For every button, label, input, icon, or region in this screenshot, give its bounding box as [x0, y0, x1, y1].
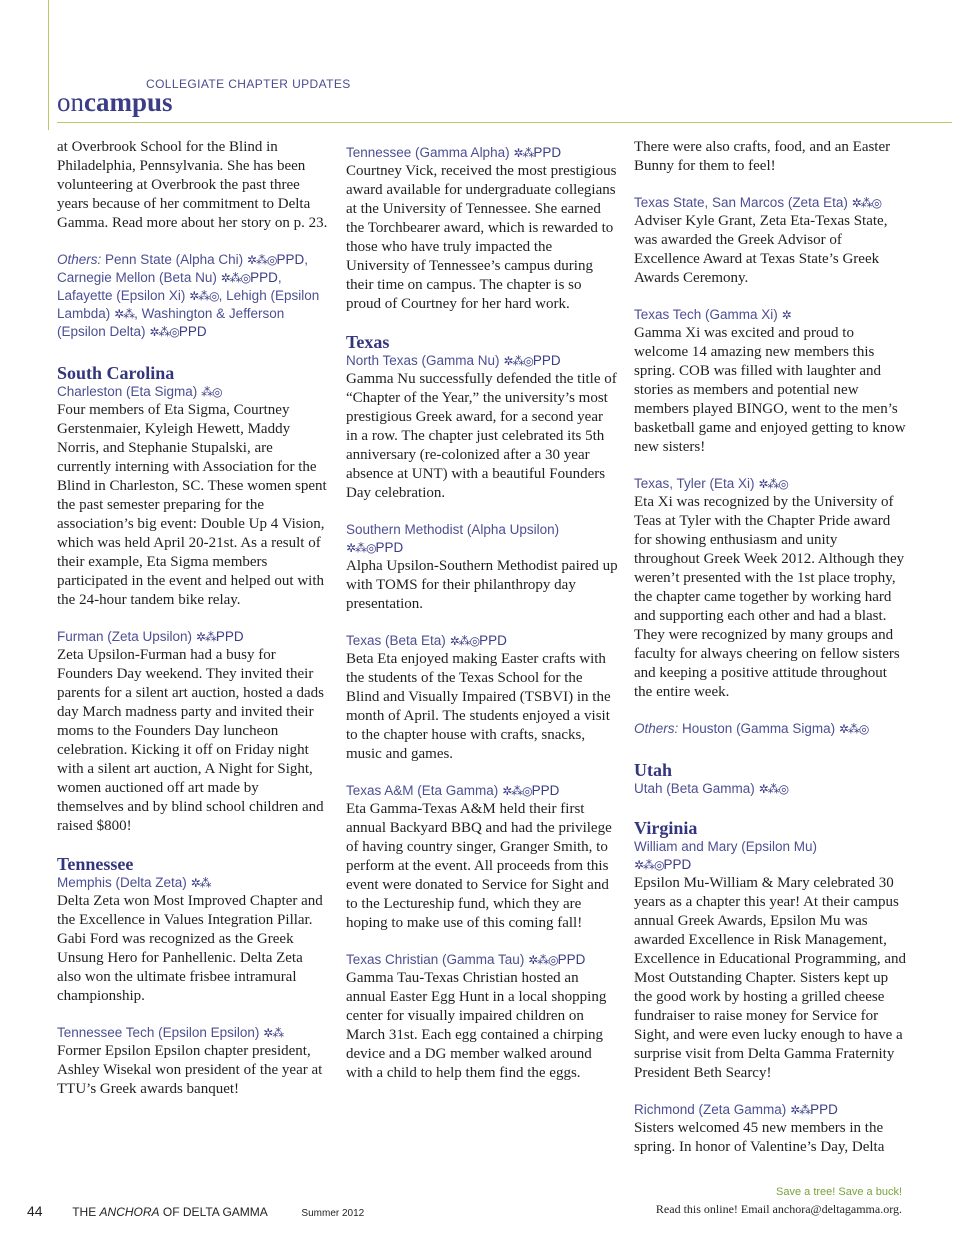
star-icon: ✲⁂: [851, 196, 872, 210]
footer-tagline: Save a tree! Save a buck!: [776, 1186, 902, 1198]
eye-icon: ◎: [548, 953, 558, 967]
star-icon: ✲⁂: [838, 722, 859, 736]
article-text: Delta Zeta won Most Improved Chapter and the Excellence in Values Integration Pillar. Gabi Ford was recognized as the Greek Unsung Hero for Panhellenic. Delta Zeta also won the ultimate frisbee intramural championship.: [57, 893, 323, 1004]
eye-icon: ◎: [523, 354, 533, 368]
chapter-name: Memphis (Delta Zeta) ✲⁂: [57, 875, 211, 890]
footer-email-line[interactable]: Read this online! Email anchora@deltagamma.org.: [655, 1202, 902, 1216]
article-text: Courtney Vick, received the most prestigious award available for undergraduate collegians at the University of Tennessee. She earned the Torchbearer award, which is rewarded to those who have truly impacted the University of Tennessee’s campus during their time on campus. The chapter is so proud of Courtney for her hard work.: [346, 163, 617, 312]
ppd-badge: PPD: [531, 783, 560, 798]
ppd-badge: PPD: [250, 270, 278, 285]
article-text: Former Epsilon Epsilon chapter president, Ashley Wisekal won president of the year at TTU’s Greek awards banquet!: [57, 1043, 323, 1097]
chapter-name: Furman (Zeta Upsilon) ✲⁂PPD: [57, 629, 244, 644]
ppd-badge: PPD: [479, 633, 507, 648]
eye-icon: ◎: [522, 784, 532, 798]
eye-icon: ◎: [209, 289, 219, 303]
article-text: Sisters welcomed 45 new members in the spring. In honor of Valentine’s Day, Delta: [634, 1120, 885, 1155]
footer-left: [27, 1203, 364, 1219]
star-icon: ✲⁂: [190, 876, 211, 890]
ppd-badge: PPD: [375, 540, 404, 555]
article-text: Gamma Xi was excited and proud to welcome 14 amazing new members this spring. COB was filled with laughter and stories as members and potential new members played BINGO, went to the men’s basketball game and enjoyed getting to know new sisters!: [634, 325, 906, 455]
chapter-name: North Texas (Gamma Nu) ✲⁂◎PPD: [346, 353, 561, 368]
ppd-badge: PPD: [557, 952, 586, 967]
eye-icon: ◎: [871, 196, 882, 210]
chapter-name: Texas State, San Marcos (Zeta Eta) ✲⁂◎: [634, 195, 882, 210]
star-icon: ✲⁂: [220, 271, 241, 285]
star-icon: ✲⁂: [149, 325, 170, 339]
page-title: oncampus: [57, 87, 173, 117]
state-heading: Virginia: [634, 818, 698, 838]
ppd-badge: PPD: [533, 145, 562, 160]
chapter-name: Southern Methodist (Alpha Upsilon) ✲⁂◎PPD: [346, 522, 560, 555]
eye-icon: ◎: [778, 782, 789, 796]
article-text: Eta Xi was recognized by the University of Teas at Tyler with the Chapter Pride award for showing enthusiasm and unity throughout Greek Week 2012. Although they weren’t presented with the 1st place trophy, the chapter came together by working hard and supporting each other and had a blast. They were recognized by many groups and faculty for always cheering on fellow sisters and keeping a positive attitude throughout the entire week.: [634, 494, 905, 700]
chapter-name: Tennessee (Gamma Alpha) ✲⁂PPD: [346, 145, 562, 160]
star-icon: ✲⁂: [189, 289, 210, 303]
header-rule: [57, 122, 952, 123]
eye-icon: ◎: [240, 271, 251, 285]
star-icon: ✲⁂: [263, 1026, 284, 1040]
article-text: Eta Gamma-Texas A&M held their first annual Backyard BBQ and had the privilege of having country singer, Granger Smith, to perform at the event. All proceeds from this event were donated to Service for Sight and to the Lectureship fund, which they are hoping to make use of this coming fall!: [346, 801, 612, 931]
star-icon: ✲⁂: [449, 634, 470, 648]
eye-icon: ◎: [212, 385, 222, 399]
chapter-name: Texas Tech (Gamma Xi) ✲: [634, 307, 791, 322]
state-heading: Tennessee: [57, 854, 134, 874]
eye-icon: ◎: [469, 634, 480, 648]
chapter-name: Utah (Beta Gamma) ✲⁂◎: [634, 781, 789, 796]
ppd-badge: PPD: [178, 324, 207, 339]
chapter-name: Richmond (Zeta Gamma) ✲⁂PPD: [634, 1102, 838, 1117]
article-text: Beta Eta enjoyed making Easter crafts with the students of the Texas School for the Blind and Visually Impaired (TSBVI) in the month of April. The students enjoyed a visit to the chapter house with crafts, snacks, music and games.: [346, 651, 611, 762]
eye-icon: ◎: [654, 858, 664, 872]
star-icon: ✲⁂: [503, 354, 524, 368]
magazine-name: THE ANCHORA OF DELTA GAMMA: [72, 1205, 268, 1219]
chapter-name: Tennessee Tech (Epsilon Epsilon) ✲⁂: [57, 1025, 284, 1040]
star-icon: ✲⁂: [346, 541, 367, 555]
star-icon: ⁂: [201, 385, 213, 399]
ppd-badge: PPD: [663, 857, 692, 872]
star-icon: ✲⁂: [790, 1103, 811, 1117]
star-icon: ✲⁂: [246, 253, 267, 267]
issue-season: Summer 2012: [301, 1208, 365, 1219]
article-text: at Overbrook School for the Blind in Philadelphia, Pennsylvania. She has been volunteering at Overbrook the past three years because of her commitment to Delta Gamma. Read more about her story on p. 23.: [57, 139, 328, 231]
ppd-badge: PPD: [810, 1102, 838, 1117]
star-icon: ✲⁂: [502, 784, 523, 798]
star-icon: ✲⁂: [758, 782, 779, 796]
eye-icon: ◎: [858, 722, 869, 736]
star-icon: ✲⁂: [513, 146, 534, 160]
chapter-name: Texas Christian (Gamma Tau) ✲⁂◎PPD: [346, 952, 586, 967]
chapter-name: Charleston (Eta Sigma) ⁂◎: [57, 384, 222, 399]
page-number: 44: [27, 1203, 43, 1219]
column-2: [346, 138, 618, 1101]
chapter-name: Texas (Beta Eta) ✲⁂◎PPD: [346, 633, 507, 648]
star-icon: ✲⁂: [528, 953, 549, 967]
article-text: Zeta Upsilon-Furman had a busy for Founders Day weekend. They invited their parents for a silent art auction, hosted a dads day March madness party and invited their moms to the Founders Day luncheon celebration. Kicking it off on Friday night with a silent art auction, A Night for Sight, women auctioned off art made by themselves and by blind school children and raised $800!: [57, 647, 324, 834]
article-text: Epsilon Mu-William & Mary celebrated 30 years as a chapter this year! At their campus annual Greek Awards, Epsilon Mu was awarded Excellence in Risk Management, Excellence in Educational Programming, and Most Outstanding Chapter. Sisters kept up the good work by hosting a grilled cheese fundraiser to raise money for Service for Sight, and were even lucky enough to have a surprise visit from Delta Gamma Fraternity President Beth Searcy!: [634, 875, 906, 1081]
star-icon: ✲⁂: [634, 858, 655, 872]
others-list: Others: Penn State (Alpha Chi) ✲⁂◎PPD, Carnegie Mellon (Beta Nu) ✲⁂◎PPD, Lafayette (Epsilon Xi) ✲⁂◎, Lehigh (Epsilon Lambda) ✲⁂, Washington & Jefferson (Epsilon Delta) ✲⁂◎PPD: [57, 252, 320, 339]
article-text: Gamma Nu successfully defended the title of “Chapter of the Year,” the university’s most prestigious Greek award, for a second year in a row. The chapter just celebrated its 5th anniversary (re-colonized after a 30 year absence at UNT) with a beautiful Founders Day celebration.: [346, 371, 617, 501]
state-heading: Utah: [634, 760, 673, 780]
others-list: Others: Houston (Gamma Sigma) ✲⁂◎: [634, 721, 869, 736]
eye-icon: ◎: [778, 477, 788, 491]
article-text: Gamma Tau-Texas Christian hosted an annual Easter Egg Hunt in a local shopping center for visually impaired children on March 31st. Each egg contained a chirping device and a DG member walked around with a child to help them find the eggs.: [346, 970, 607, 1081]
chapter-name: Texas, Tyler (Eta Xi) ✲⁂◎: [634, 476, 788, 491]
column-1: [57, 138, 329, 1117]
state-heading: Texas: [346, 332, 390, 352]
article-text: Four members of Eta Sigma, Courtney Gerstenmaier, Kyleigh Hewett, Maddy Norris, and Stephanie Stupalski, are currently interning with Association for the Blind in Charleston, SC. These women spent the past semester preparing for the association’s big event: Double Up 4 Vision, which was held April 20-21st. As a result of their example, Eta Sigma members participated in the event and helped out with the 24-hour tandem bike relay.: [57, 402, 327, 608]
chapter-name: Texas A&M (Eta Gamma) ✲⁂◎PPD: [346, 783, 560, 798]
ppd-badge: PPD: [532, 353, 561, 368]
section-label: COLLEGIATE CHAPTER UPDATES: [146, 77, 351, 91]
state-heading: South Carolina: [57, 363, 175, 383]
star-icon: ✲⁂: [114, 307, 135, 321]
star-icon: ✲⁂: [758, 477, 779, 491]
column-3: [634, 138, 906, 1175]
ppd-badge: PPD: [276, 252, 305, 267]
eye-icon: ◎: [169, 325, 179, 339]
ppd-badge: PPD: [215, 629, 244, 644]
eye-icon: ◎: [266, 253, 277, 267]
article-text: There were also crafts, food, and an Easter Bunny for them to feel!: [634, 139, 891, 174]
article-text: Alpha Upsilon-Southern Methodist paired up with TOMS for their philanthropy day presentation.: [346, 558, 618, 612]
star-icon: ✲: [781, 308, 791, 322]
eye-icon: ◎: [366, 541, 376, 555]
footer-right: [656, 1186, 902, 1217]
chapter-name: William and Mary (Epsilon Mu) ✲⁂◎PPD: [634, 839, 818, 872]
article-text: Adviser Kyle Grant, Zeta Eta-Texas State, was awarded the Greek Advisor of Excellence Award at Texas State’s Greek Awards Ceremony.: [634, 213, 888, 286]
star-icon: ✲⁂: [195, 630, 216, 644]
header-accent-line: [48, 0, 49, 130]
